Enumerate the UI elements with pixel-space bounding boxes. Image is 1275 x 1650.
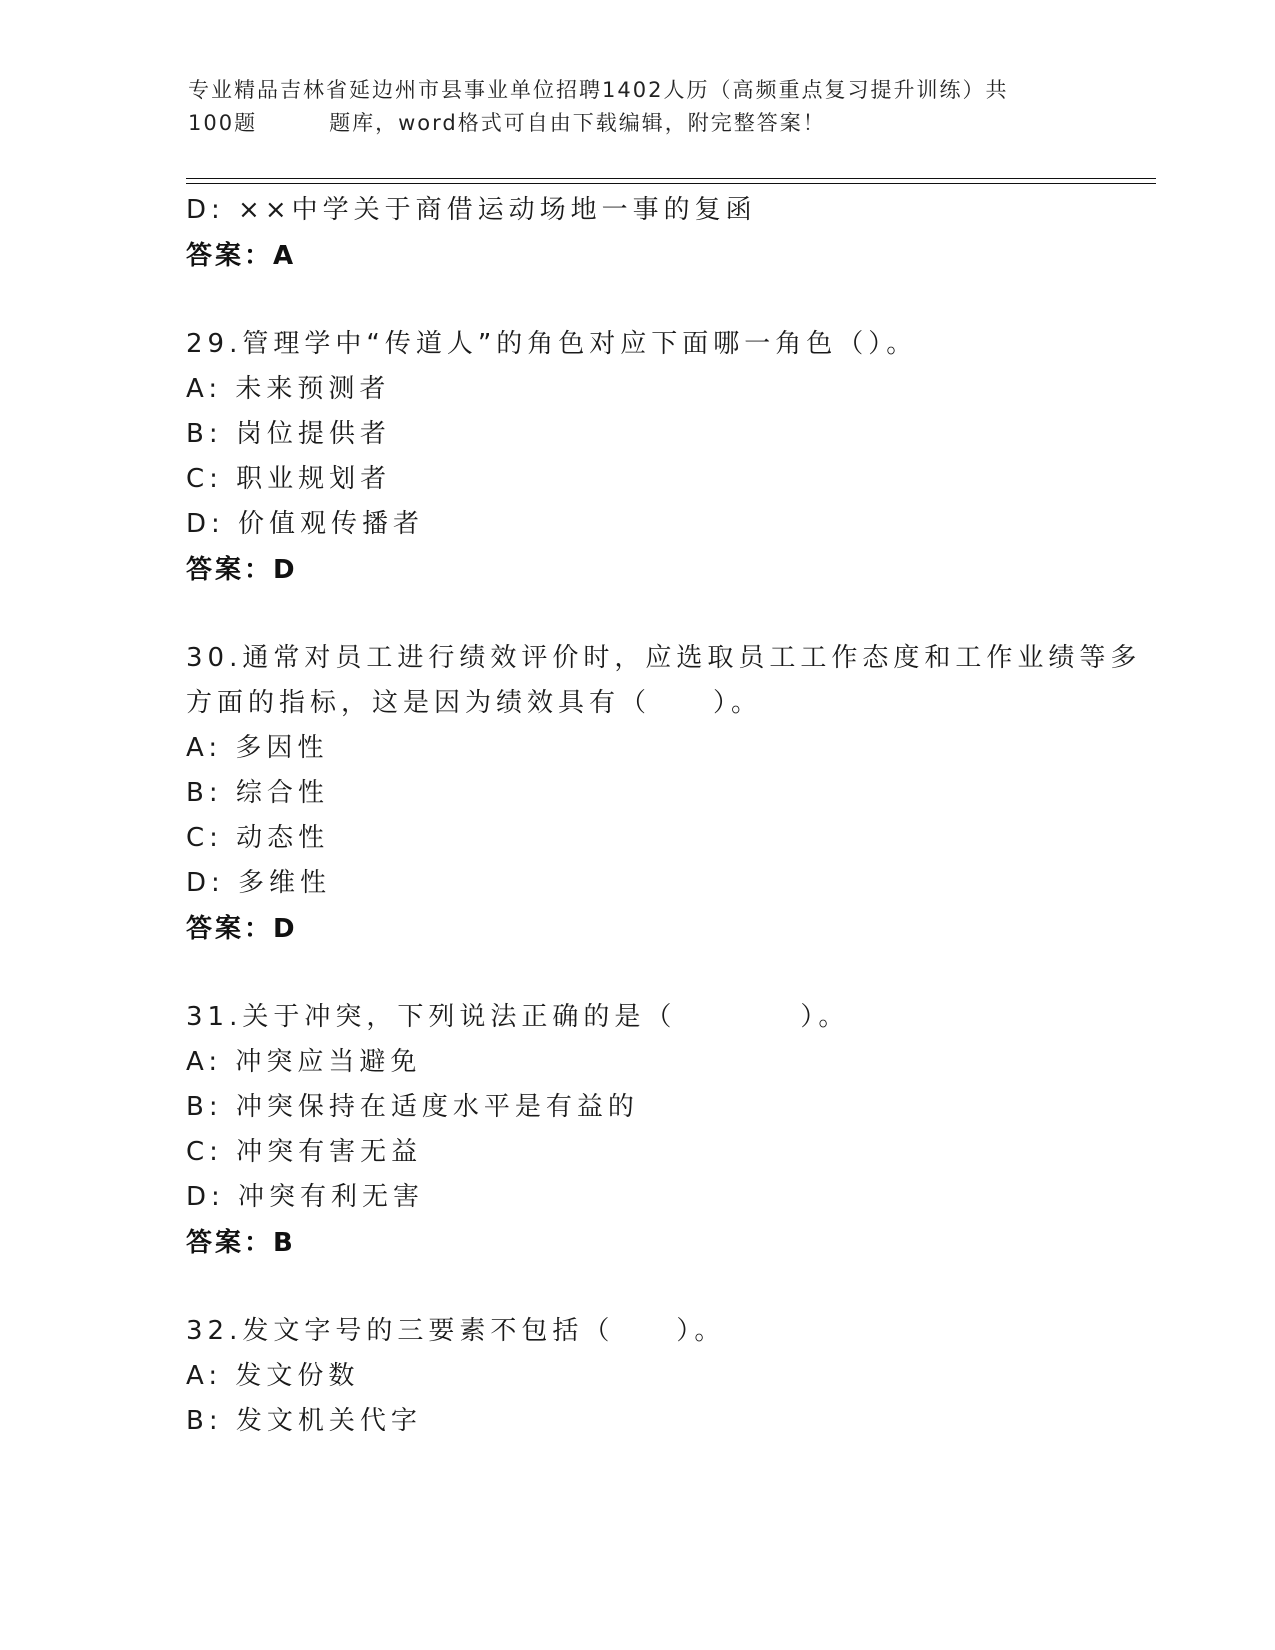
header-question-count: 100题 (188, 111, 258, 135)
question-stem-line2: 方面的指标，这是因为绩效具有（ ）。 (186, 688, 763, 718)
header-divider-bottom (186, 183, 1156, 184)
question-stem: 29.管理学中“传道人”的角色对应下面哪一角色（）。 (186, 329, 918, 359)
question-stem-line1: 30.通常对员工进行绩效评价时，应选取员工工作态度和工作业绩等多 (186, 643, 1142, 673)
option-a: A: 多因性 (186, 733, 329, 763)
option-a: A: 未来预测者 (186, 374, 391, 404)
question-31 (186, 995, 1086, 1267)
header-description: 题库，word格式可自由下载编辑，附完整答案！ (329, 111, 826, 135)
option-d: D: ××中学关于商借运动场地一事的复函 (186, 195, 757, 225)
answer-line: 答案：B (186, 1228, 296, 1258)
answer-line: 答案：D (186, 914, 298, 944)
document-header (188, 74, 1088, 140)
option-b: B: 冲突保持在适度水平是有益的 (186, 1092, 639, 1122)
option-b: B: 综合性 (186, 778, 329, 808)
header-divider-top (186, 178, 1156, 179)
header-title-line1: 专业精品吉林省延边州市县事业单位招聘1402人历（高频重点复习提升训练）共 (188, 78, 1009, 102)
question-stem: 31.关于冲突，下列说法正确的是（ ）。 (186, 1002, 850, 1032)
answer-line: 答案：A (186, 241, 297, 271)
option-a: A: 冲突应当避免 (186, 1047, 422, 1077)
option-c: C: 职业规划者 (186, 464, 392, 494)
answer-line: 答案：D (186, 555, 298, 585)
option-c: C: 冲突有害无益 (186, 1137, 423, 1167)
option-b: B: 岗位提供者 (186, 419, 391, 449)
option-d: D: 冲突有利无害 (186, 1182, 425, 1212)
question-29 (186, 322, 1086, 594)
question-stem: 32.发文字号的三要素不包括（ ）。 (186, 1316, 726, 1346)
option-c: C: 动态性 (186, 823, 330, 853)
option-b: B: 发文机关代字 (186, 1406, 422, 1436)
option-d: D: 多维性 (186, 868, 332, 898)
option-d: D: 价值观传播者 (186, 509, 425, 539)
option-a: A: 发文份数 (186, 1361, 360, 1391)
question-list (186, 188, 1142, 1444)
header-title-line2 (188, 107, 1088, 140)
question-30 (186, 636, 1142, 953)
question-32 (186, 1309, 1086, 1444)
